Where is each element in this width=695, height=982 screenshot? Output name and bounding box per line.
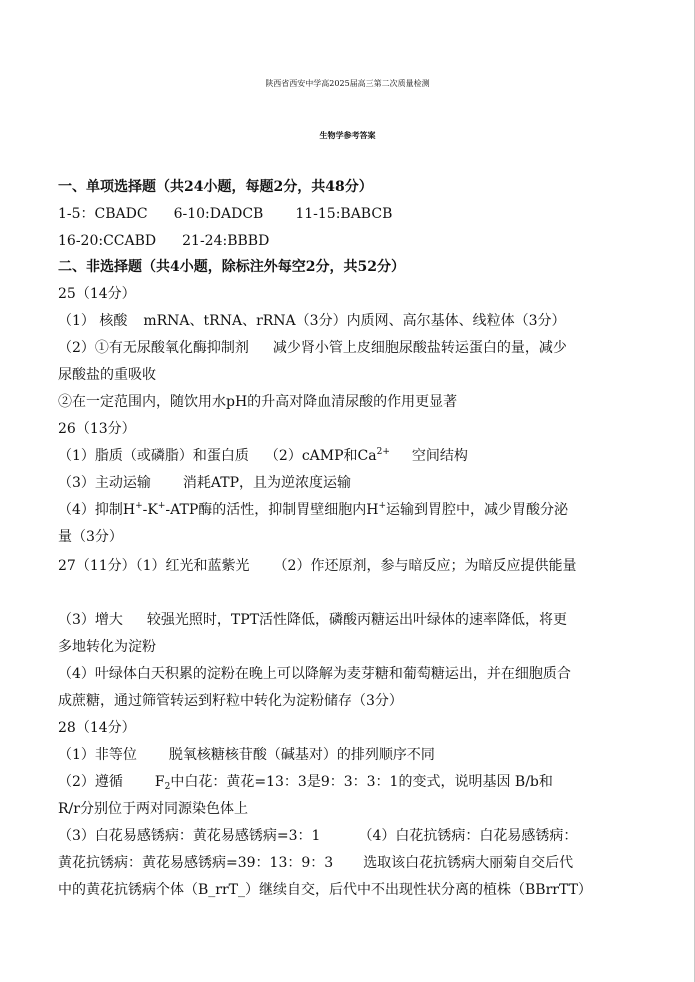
text-segment: （3）增大	[58, 612, 123, 628]
q28-line-2	[58, 773, 553, 791]
text-segment: 减少肾小管上皮细胞尿酸盐转运蛋白的量，减少	[272, 340, 567, 356]
q28-line-3: R/r分别位于两对同源染色体上	[58, 801, 248, 817]
q25-line-2	[58, 339, 567, 357]
q26-line-4: 量（3分）	[58, 529, 123, 545]
text-segment: （2）①有无尿酸氧化酶抑制剂	[58, 340, 249, 356]
q27-line-4: （4）叶绿体白天积累的淀粉在晚上可以降解为麦芽糖和葡萄糖运出，并在细胞质合	[58, 666, 571, 682]
answers-row-2	[58, 232, 269, 250]
q28-line-6: 中的黄花抗锈病个体（B_rrT_）继续自交，后代中不出现性状分离的植株（BBrrTT）	[58, 882, 592, 898]
answer-group: 21-24:BBBD	[182, 233, 270, 249]
q28-line-4	[58, 827, 577, 845]
q27-line-2	[58, 611, 567, 629]
subscript: 2	[164, 782, 171, 792]
text-segment: （1）非等位	[58, 747, 137, 763]
q27-line-5: 成蔗糖，通过筛管转运到籽粒中转化为淀粉储存（3分）	[58, 693, 403, 709]
text-segment: -K	[142, 502, 158, 518]
superscript: +	[135, 501, 143, 511]
answers-row-1	[58, 205, 392, 223]
superscript: 2+	[376, 447, 390, 457]
text-segment: -ATP酶的活性，抑制胃壁细胞内H	[165, 502, 379, 518]
q27-line-1	[58, 557, 576, 575]
text-segment: （4）抑制H	[58, 502, 136, 518]
text-segment: 较强光照时，TPT活性降低，磷酸丙糖运出叶绿体的速率降低，将更	[146, 612, 568, 628]
text-segment: （3）白花易感锈病：黄花易感锈病=3：1	[58, 828, 321, 844]
text-segment: （2）作还原剂，参与暗反应；为暗反应提供能量	[273, 558, 577, 574]
text-segment: 消耗ATP，且为逆浓度运输	[182, 475, 352, 491]
section-2-heading: 二、非选择题（共4小题，除标注外每空2分，共52分）	[58, 259, 405, 275]
page-title: 陕西省西安中学高2025届高三第二次质量检测	[265, 79, 430, 88]
q25-heading: 25（14分）	[58, 286, 136, 302]
superscript: +	[378, 501, 387, 511]
q28-line-1	[58, 746, 435, 764]
text-segment: 空间结构	[411, 448, 468, 464]
q26-heading: 26（13分）	[58, 421, 136, 437]
q26-line-1	[58, 447, 468, 465]
section-1-heading: 一、单项选择题（共24小题，每题2分，共48分）	[58, 179, 373, 195]
q27-line-3: 多地转化为淀粉	[58, 639, 156, 655]
q26-line-2	[58, 474, 351, 492]
text-segment: mRNA、tRNA、rRNA（3分）内质网、高尔基体、线粒体（3分）	[143, 313, 566, 329]
text-segment: 选取该白花抗锈病大丽菊自交后代	[363, 855, 574, 871]
answer-group: 16-20:CCABD	[58, 233, 157, 249]
q28-heading: 28（14分）	[58, 720, 136, 736]
q25-line-1	[58, 312, 565, 330]
q25-line-3: 尿酸盐的重吸收	[58, 367, 156, 383]
answer-group: 11-15:BABCB	[295, 206, 393, 222]
text-segment: 黄花抗锈病：黄花易感锈病=39：13：9：3	[58, 855, 334, 871]
text-segment: （1）脂质（或磷脂）和蛋白质	[58, 448, 249, 464]
text-segment: 27（11分）（1）红光和蓝紫光	[58, 558, 250, 574]
text-segment: F	[154, 774, 165, 790]
superscript: +	[157, 501, 166, 511]
text-segment: 运输到胃腔中，减少胃酸分泌	[386, 502, 569, 518]
q28-line-5	[58, 854, 573, 872]
page-subtitle: 生物学参考答案	[319, 130, 376, 140]
text-segment: （2）cAMP和Ca	[264, 448, 377, 464]
answer-group: 1-5：CBADC	[58, 206, 148, 222]
text-segment: （2）遵循	[58, 774, 123, 790]
text-segment: 中白花：黄花=13：3是9：3：3：1的变式，说明基因 B/b和	[170, 774, 553, 790]
q26-line-3	[58, 501, 568, 519]
text-segment: 脱氧核糖核苷酸（碱基对）的排列顺序不同	[168, 747, 435, 763]
text-segment: （3）主动运输	[58, 475, 151, 491]
answer-group: 6-10:DADCB	[173, 206, 264, 222]
text-segment: （1） 核酸	[58, 313, 128, 329]
text-segment: （4）白花抗锈病：白花易感锈病：	[358, 828, 578, 844]
q25-line-4: ②在一定范围内，随饮用水pH的升高对降血清尿酸的作用更显著	[58, 394, 458, 410]
